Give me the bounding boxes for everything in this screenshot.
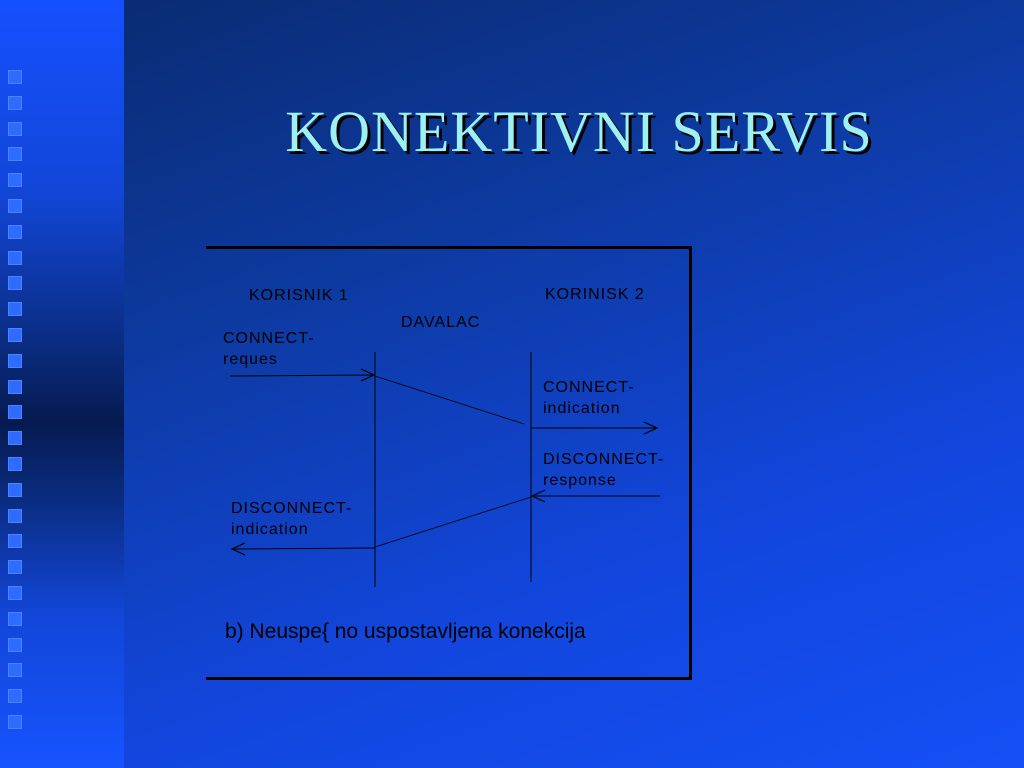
korisnik2-label: KORINISK 2 <box>545 286 645 303</box>
davalac-label: DAVALAC <box>401 314 481 331</box>
disconnect-response-label-1: DISCONNECT- <box>543 451 665 468</box>
connect-indication-label-1: CONNECT- <box>543 379 635 396</box>
connect-request-label-2: reques <box>223 351 278 368</box>
connect-request-label-1: CONNECT- <box>223 330 315 347</box>
connect-transit-line <box>375 376 524 424</box>
slide-title: KONEKTIVNI SERVIS <box>285 99 873 164</box>
diagram-caption: b) Neuspe{ no uspostavljena konekcija <box>225 620 586 643</box>
disconnect-indication-label-2: indication <box>231 521 309 538</box>
connect-indication-label-2: indication <box>543 400 621 417</box>
korisnik1-label: KORISNIK 1 <box>249 287 349 304</box>
disconnect-transit-line <box>375 497 531 547</box>
connect-request-arrow <box>230 375 373 376</box>
disconnect-response-label-2: response <box>543 472 617 489</box>
disconnect-indication-arrow <box>233 548 375 549</box>
disconnect-indication-label-1: DISCONNECT- <box>231 500 353 517</box>
